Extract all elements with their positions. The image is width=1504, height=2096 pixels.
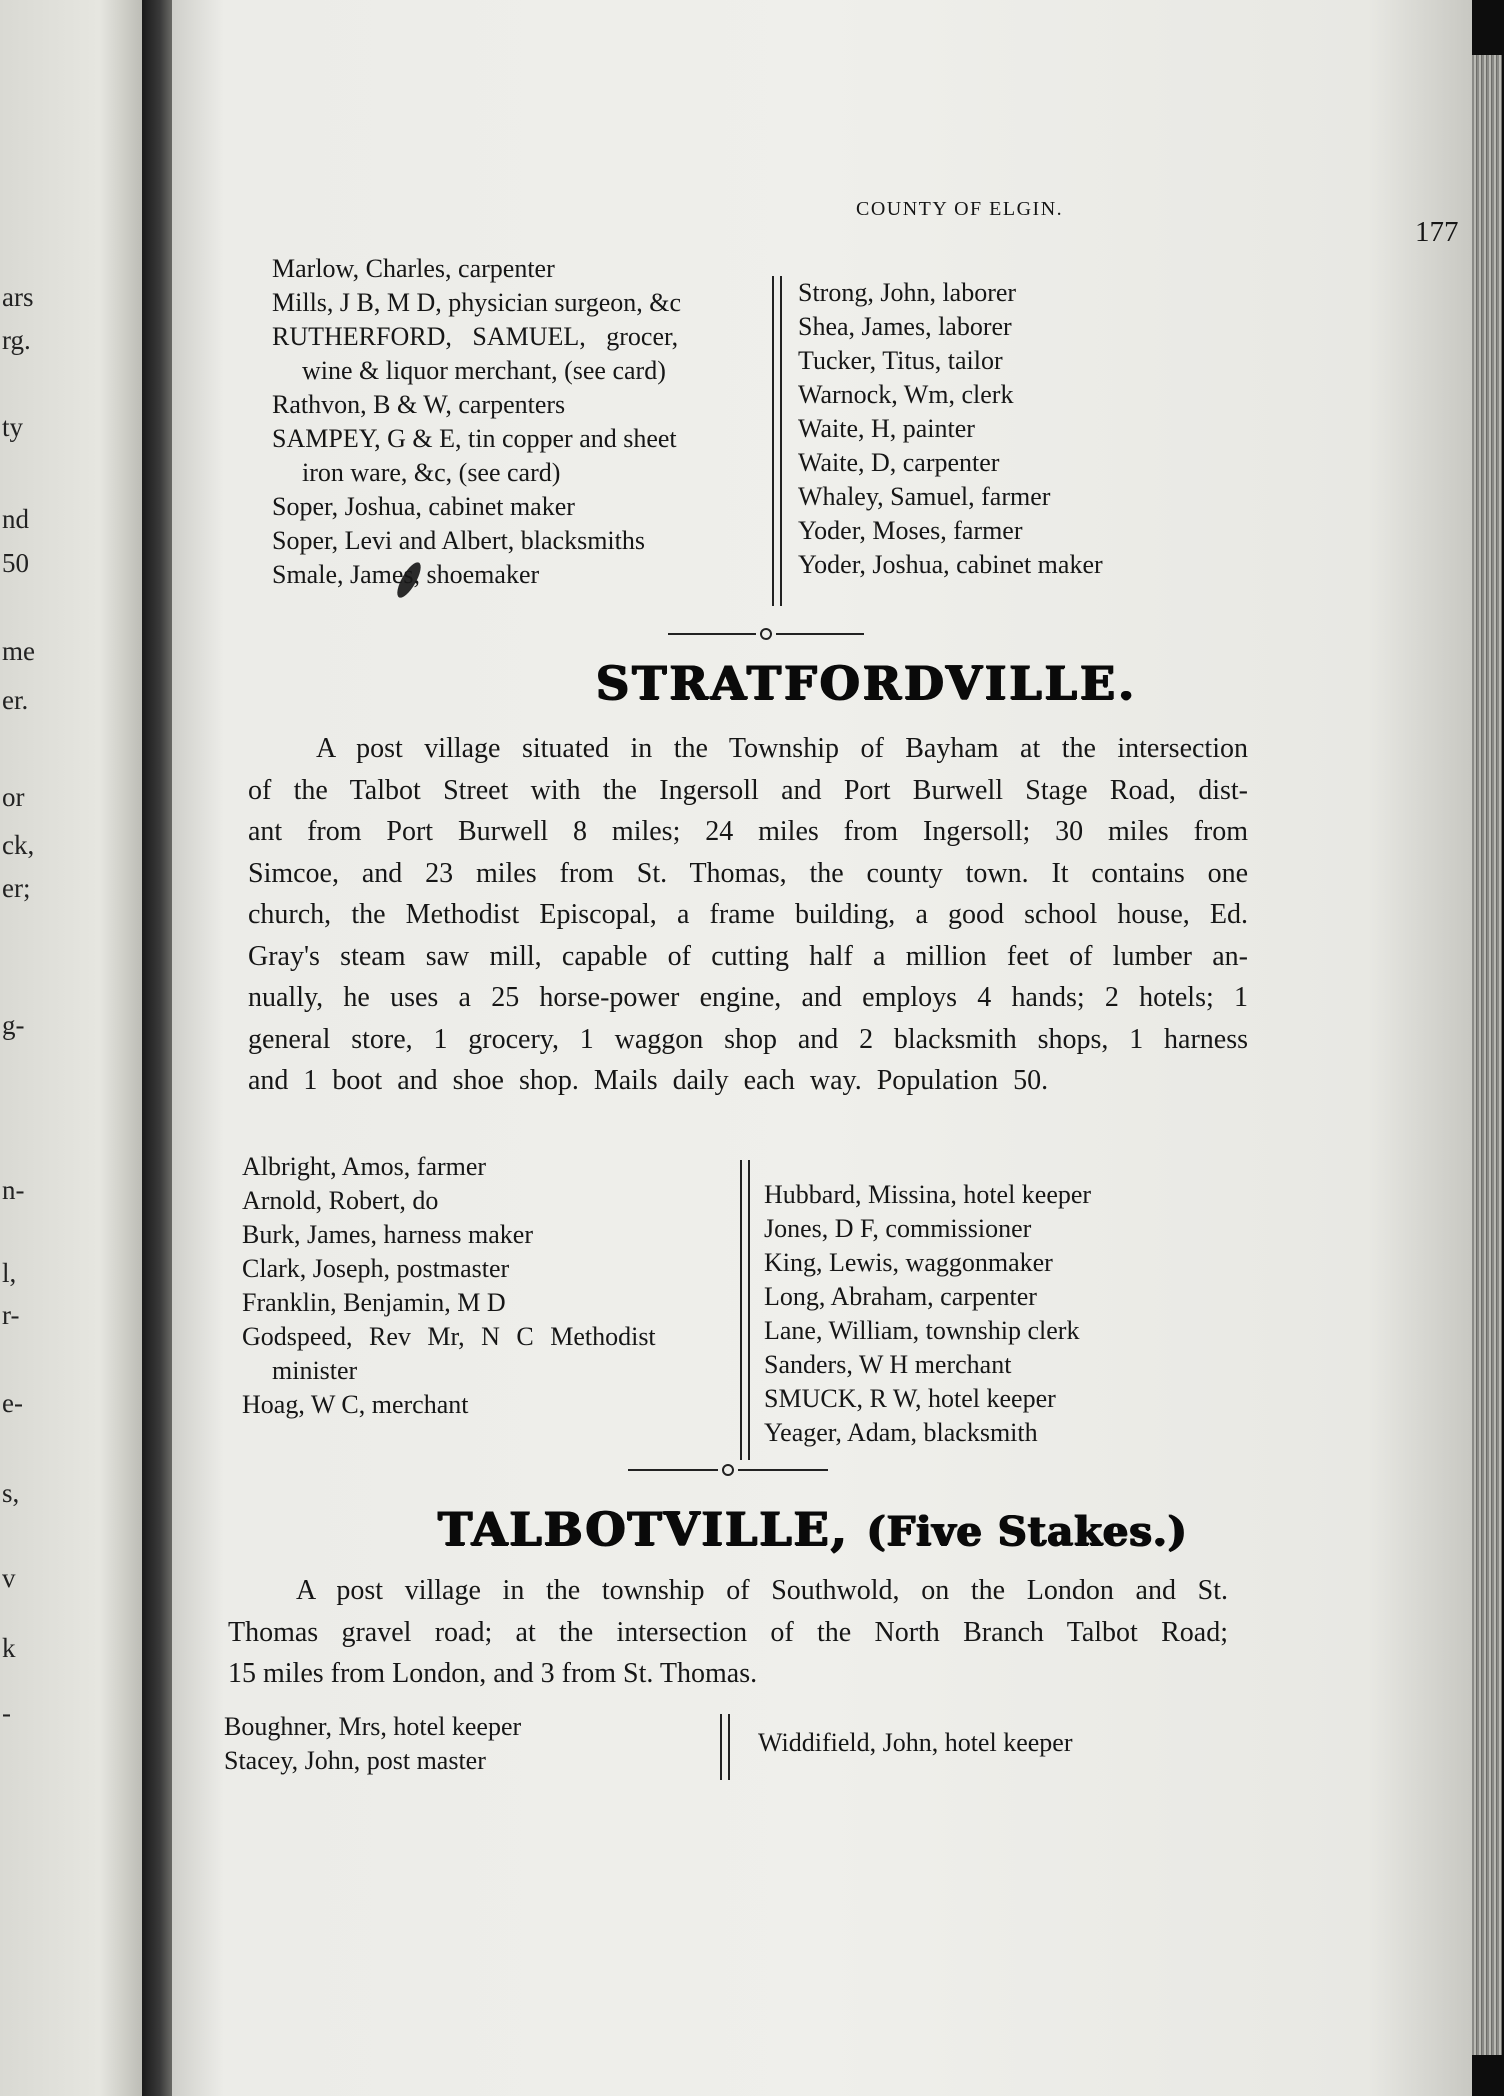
facing-page-fragment: s,	[2, 1478, 20, 1508]
section-heading-stratfordville: STRATFORDVILLE.	[596, 656, 1138, 710]
facing-page-fragment: ars	[2, 282, 34, 312]
talbotville-title: TALBOTVILLE,	[438, 1502, 849, 1556]
directory-entry: Soper, Joshua, cabinet maker	[272, 492, 575, 521]
directory-entry: SAMPEY, G & E, tin copper and sheet	[272, 424, 677, 453]
stratfordville-column-left	[242, 1150, 656, 1422]
directory-entry: Warnock, Wm, clerk	[798, 380, 1014, 409]
talbotville-column-left	[224, 1710, 521, 1778]
directory-entry: iron ware, &c, (see card)	[302, 458, 561, 487]
directory-entry: Long, Abraham, carpenter	[764, 1282, 1037, 1311]
stratfordville-description	[248, 728, 1248, 1102]
talbotville-subtitle: (Five Stakes.)	[866, 1508, 1188, 1555]
directory-entry: SMUCK, R W, hotel keeper	[764, 1384, 1056, 1413]
directory-column-right	[798, 276, 1103, 582]
book-gutter	[142, 0, 172, 2096]
paragraph-line: Thomas gravel road; at the intersection of the North Branch Talbot Road;	[228, 1616, 1228, 1648]
directory-entry: Mills, J B, M D, physician surgeon, &c	[272, 288, 682, 317]
facing-page-fragment: nd	[2, 504, 29, 534]
directory-entry: Yoder, Joshua, cabinet maker	[798, 550, 1103, 579]
paragraph-line: of the Talbot Street with the Ingersoll and Port Burwell Stage Road, dist-	[248, 774, 1248, 806]
directory-entry: Burk, James, harness maker	[242, 1220, 533, 1249]
directory-entry: Tucker, Titus, tailor	[798, 346, 1003, 375]
column-rule	[720, 1714, 730, 1780]
directory-entry: Boughner, Mrs, hotel keeper	[224, 1712, 522, 1741]
directory-entry: Godspeed, Rev Mr, N C Methodist	[242, 1322, 656, 1351]
facing-page-fragment: l,	[2, 1258, 17, 1288]
directory-entry: Sanders, W H merchant	[764, 1350, 1012, 1379]
directory-entry: Yeager, Adam, blacksmith	[764, 1418, 1038, 1447]
directory-entry: Hoag, W C, merchant	[242, 1390, 469, 1419]
facing-page-fragment: ty	[2, 412, 24, 442]
directory-entry: Whaley, Samuel, farmer	[798, 482, 1051, 511]
directory-entry: Arnold, Robert, do	[242, 1186, 439, 1215]
directory-entry: Yoder, Moses, farmer	[798, 516, 1023, 545]
paragraph-line: church, the Methodist Episcopal, a frame building, a good school house, Ed.	[248, 899, 1248, 930]
directory-entry: RUTHERFORD, SAMUEL, grocer,	[272, 322, 679, 351]
facing-page-fragment: k	[2, 1633, 16, 1663]
paragraph-line: and 1 boot and shoe shop. Mails daily each way. Population 50.	[248, 1065, 1049, 1096]
paragraph-line: A post village situated in the Township of Bayham at the intersection	[316, 733, 1248, 764]
section-divider	[628, 1464, 828, 1476]
facing-page-edge	[0, 0, 142, 2096]
facing-page-fragment: er.	[2, 685, 29, 715]
directory-entry: Widdifield, John, hotel keeper	[758, 1728, 1073, 1757]
facing-page-fragment: g-	[2, 1010, 25, 1040]
paragraph-line: ant from Port Burwell 8 miles; 24 miles from Ingersoll; 30 miles from	[248, 816, 1248, 847]
facing-page-fragment: ck,	[2, 830, 35, 860]
paragraph-line: nually, he uses a 25 horse-power engine, and employs 4 hands; 2 hotels; 1	[248, 982, 1248, 1013]
section-divider	[668, 628, 864, 640]
facing-page-fragment: n-	[2, 1175, 25, 1205]
directory-entry: wine & liquor merchant, (see card)	[302, 356, 666, 385]
facing-page-fragment: er;	[2, 873, 31, 903]
stratfordville-column-right	[764, 1178, 1091, 1450]
directory-entry: Clark, Joseph, postmaster	[242, 1254, 510, 1283]
directory-entry: Lane, William, township clerk	[764, 1316, 1080, 1345]
section-heading-talbotville	[438, 1502, 1188, 1556]
directory-entry: Rathvon, B & W, carpenters	[272, 390, 566, 419]
talbotville-description	[228, 1570, 1228, 1695]
directory-entry: minister	[272, 1356, 358, 1385]
paragraph-line: general store, 1 grocery, 1 waggon shop and 2 blacksmith shops, 1 harness	[248, 1023, 1248, 1055]
facing-page-fragment: e-	[2, 1388, 23, 1418]
directory-entry: Franklin, Benjamin, M D	[242, 1288, 506, 1317]
paragraph-line: Simcoe, and 23 miles from St. Thomas, the county town. It contains one	[248, 857, 1248, 889]
directory-entry: Albright, Amos, farmer	[242, 1152, 487, 1181]
facing-page-fragment: v	[2, 1563, 16, 1593]
directory-entry: Stacey, John, post master	[224, 1746, 486, 1775]
directory-entry: King, Lewis, waggonmaker	[764, 1248, 1053, 1277]
page-stack-edge	[1472, 55, 1502, 2055]
directory-entry: Jones, D F, commissioner	[764, 1214, 1032, 1243]
facing-page-fragment: r-	[2, 1300, 20, 1330]
paragraph-line: A post village in the township of Southwold, on the London and St.	[296, 1575, 1228, 1606]
directory-entry: Smale, James, shoemaker	[272, 560, 540, 589]
paragraph-line: Gray's steam saw mill, capable of cutting half a million feet of lumber an-	[248, 940, 1248, 972]
page-number: 177	[1415, 216, 1459, 248]
column-rule	[740, 1160, 750, 1460]
directory-entry: Soper, Levi and Albert, blacksmiths	[272, 526, 646, 555]
facing-page-fragment: rg.	[2, 325, 31, 355]
talbotville-column-right	[758, 1726, 1072, 1760]
facing-page-fragment: or	[2, 782, 25, 812]
directory-entry: Strong, John, laborer	[798, 278, 1017, 307]
directory-entry: Waite, D, carpenter	[798, 448, 1000, 477]
directory-entry: Marlow, Charles, carpenter	[272, 254, 555, 283]
facing-page-fragment: 50	[2, 548, 29, 578]
book-page	[172, 0, 1472, 2096]
column-rule	[772, 276, 782, 606]
facing-page-fragment: me	[2, 636, 35, 666]
paragraph-line: 15 miles from London, and 3 from St. Thomas.	[228, 1658, 758, 1689]
directory-entry: Hubbard, Missina, hotel keeper	[764, 1180, 1092, 1209]
running-head: COUNTY OF ELGIN.	[856, 198, 1064, 220]
directory-entry: Shea, James, laborer	[798, 312, 1012, 341]
directory-entry: Waite, H, painter	[798, 414, 975, 443]
facing-page-fragment: -	[2, 1698, 11, 1728]
directory-column-left	[272, 252, 681, 592]
